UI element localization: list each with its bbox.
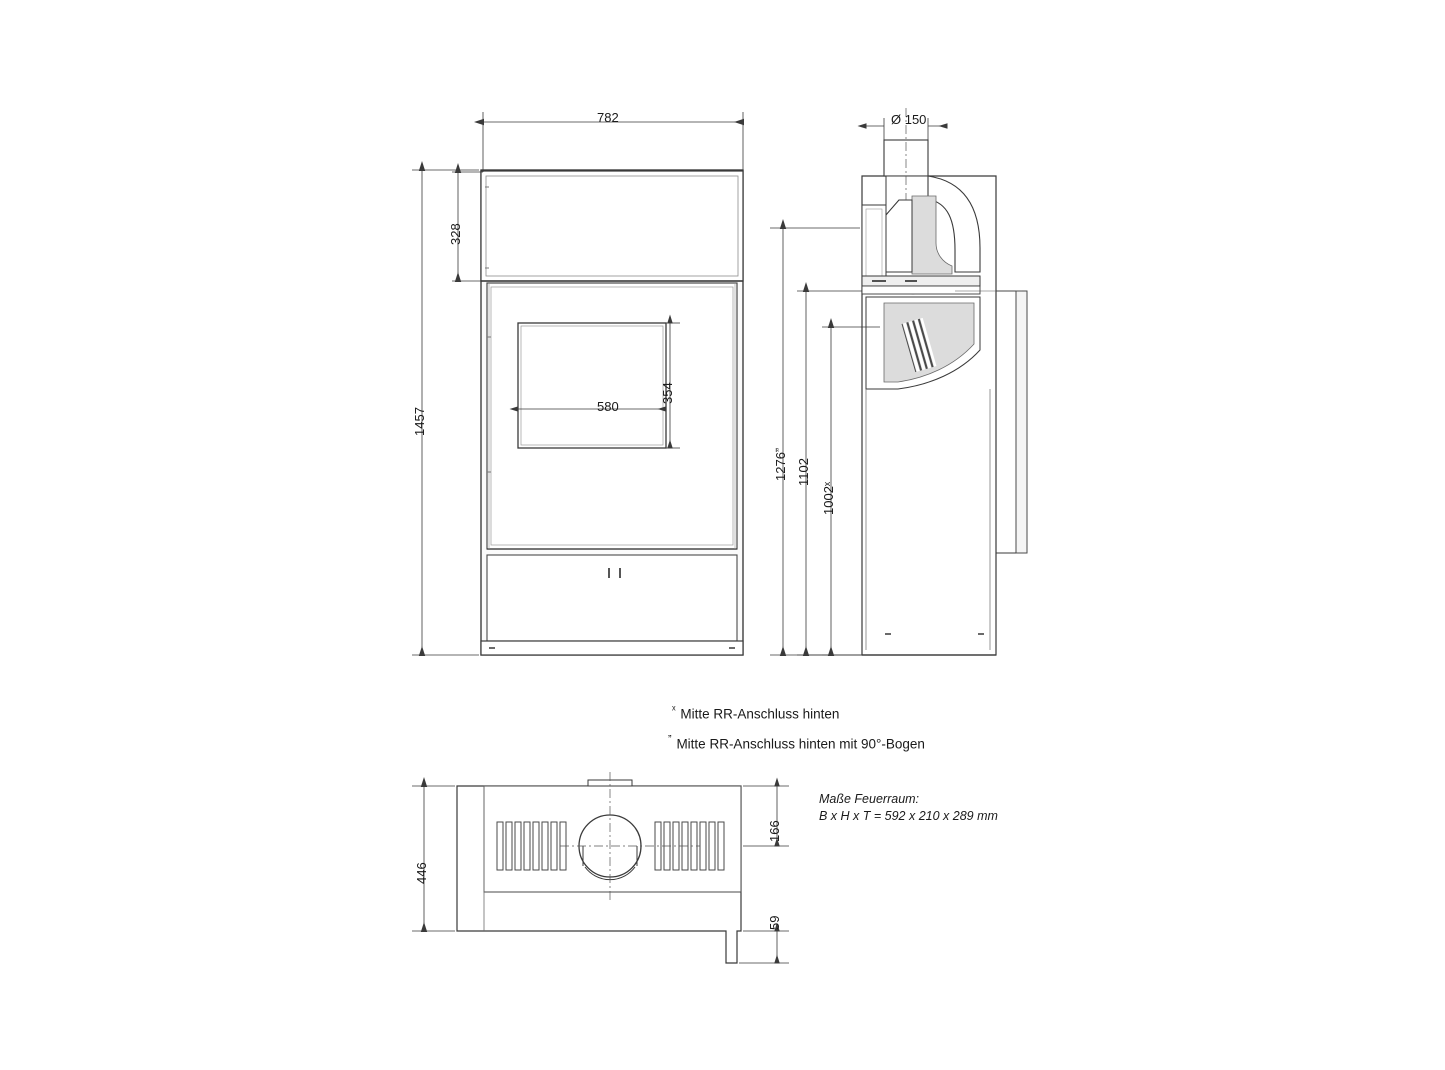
dim-side-1276: 1276ˮ [773,447,788,481]
firebox-note-line2: B x H x T = 592 x 210 x 289 mm [819,808,998,823]
side-view [862,140,1027,655]
dim-top-bottom-offset: 59 [767,915,782,930]
dim-window-width: 580 [597,399,619,414]
top-view [457,772,741,963]
dim-window-height: 354 [660,382,675,404]
dim-flue-diameter: Ø 150 [891,112,927,127]
firebox-note-line1: Maße Feuerraum: [819,792,920,806]
firebox-dimensions-note [819,791,998,825]
dim-front-top-section: 328 [448,223,463,245]
dim-front-total-height: 1457 [412,407,427,436]
note-marker-double: ˮ [668,734,673,746]
dim-front-width: 782 [597,110,619,125]
note-rr-anschluss-bogen [668,734,925,752]
note-text-double: Mitte RR-Anschluss hinten mit 90°-Bogen [676,736,925,752]
dim-side-1102: 1102 [796,458,811,486]
note-rr-anschluss-hinten [672,704,839,722]
note-text-single: Mitte RR-Anschluss hinten [680,706,840,722]
dim-top-flue-offset: 166 [767,820,782,842]
dim-top-depth: 446 [414,862,429,884]
dim-side-1002: 1002ˣ [821,481,836,515]
note-marker-single: ˣ [672,704,677,716]
